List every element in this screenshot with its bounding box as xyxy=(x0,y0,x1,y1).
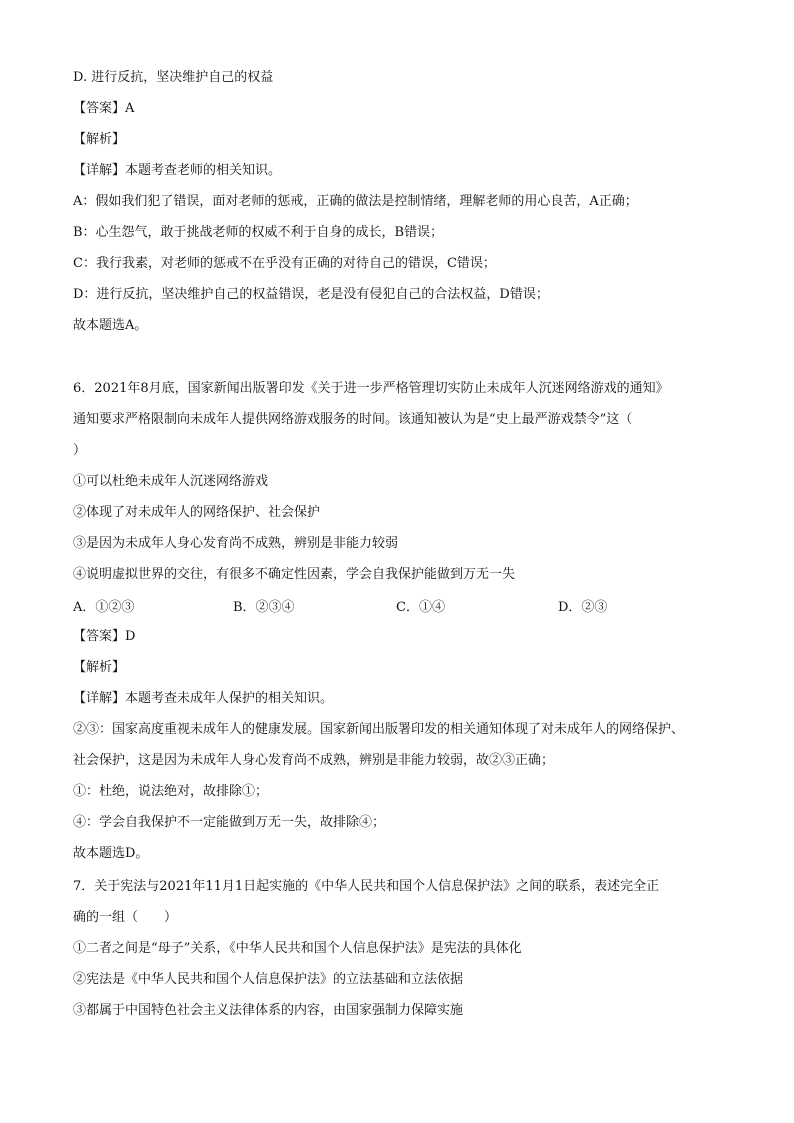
q6-item-3: ③是因为未成年人身心发育尚不成熟，辨别是非能力较弱 xyxy=(73,536,399,551)
q6-explain-23-line2: 社会保护，这是因为未成年人身心发育尚不成熟，辨别是非能力较弱，故②③正确； xyxy=(73,753,555,768)
q6-conclusion: 故本题选D。 xyxy=(73,846,149,861)
q5-explain-b: B：心生怨气，敢于挑战老师的权威不利于自身的成长，B错误； xyxy=(73,225,444,240)
q6-analysis-heading: 【解析】 xyxy=(73,660,126,675)
q5-option-d: D. 进行反抗，坚决维护自己的权益 xyxy=(73,70,274,85)
q6-explain-1: ①：杜绝，说法绝对，故排除①； xyxy=(73,784,269,799)
q6-detail: 【详解】本题考查未成年人保护的相关知识。 xyxy=(73,691,334,706)
q7-stem-line1: 7．关于宪法与2021年11月1日起实施的《中华人民共和国个人信息保护法》之间的联系，表述完全正 xyxy=(73,879,660,894)
q5-explain-c: C：我行我素，对老师的惩戒不在乎没有正确的对待自己的错误，C错误； xyxy=(73,256,496,271)
q5-explain-d: D：进行反抗，坚决维护自己的权益错误，老是没有侵犯自己的合法权益，D错误； xyxy=(73,287,549,302)
q6-item-2: ②体现了对未成年人的网络保护、社会保护 xyxy=(73,505,321,520)
q6-item-4: ④说明虚拟世界的交往，有很多不确定性因素，学会自我保护能做到万无一失 xyxy=(73,567,516,582)
q6-option-a: A．①②③ xyxy=(73,600,135,615)
q7-item-3: ③都属于中国特色社会主义法律体系的内容，由国家强制力保障实施 xyxy=(73,1003,464,1018)
q7-stem-line2: 确的一组（ ） xyxy=(73,910,178,925)
q7-item-2: ②宪法是《中华人民共和国个人信息保护法》的立法基础和立法依据 xyxy=(73,972,464,987)
q6-option-c: C．①④ xyxy=(396,600,445,615)
q6-stem-line3: ） xyxy=(73,443,87,458)
q6-options xyxy=(73,599,723,617)
q6-stem-line1: 6．2021年8月底，国家新闻出版署印发《关于进一步严格管理切实防止未成年人沉迷网络游戏的通知》 xyxy=(73,381,669,396)
q6-answer: 【答案】D xyxy=(73,629,136,644)
q6-item-1: ①可以杜绝未成年人沉迷网络游戏 xyxy=(73,474,269,489)
q5-explain-a: A：假如我们犯了错误，面对老师的惩戒，正确的做法是控制情绪，理解老师的用心良苦，A正确； xyxy=(73,194,638,209)
q6-option-d: D．②③ xyxy=(558,600,608,615)
q5-detail: 【详解】本题考查老师的相关知识。 xyxy=(73,163,282,178)
q6-stem-line2: 通知要求严格限制向未成年人提供网络游戏服务的时间。该通知被认为是“史上最严游戏禁令”这（ xyxy=(73,412,633,427)
q6-explain-4: ④：学会自我保护不一定能做到万无一失，故排除④； xyxy=(73,815,386,830)
q7-item-1: ①二者之间是“母子”关系，《中华人民共和国个人信息保护法》是宪法的具体化 xyxy=(73,941,522,956)
q5-conclusion: 故本题选A。 xyxy=(73,318,148,333)
q5-analysis-heading: 【解析】 xyxy=(73,132,126,147)
q6-option-b: B．②③④ xyxy=(233,600,295,615)
q5-answer: 【答案】A xyxy=(73,101,135,116)
q6-explain-23-line1: ②③：国家高度重视未成年人的健康发展。国家新闻出版署印发的相关通知体现了对未成年人的网络保护、 xyxy=(73,722,685,737)
